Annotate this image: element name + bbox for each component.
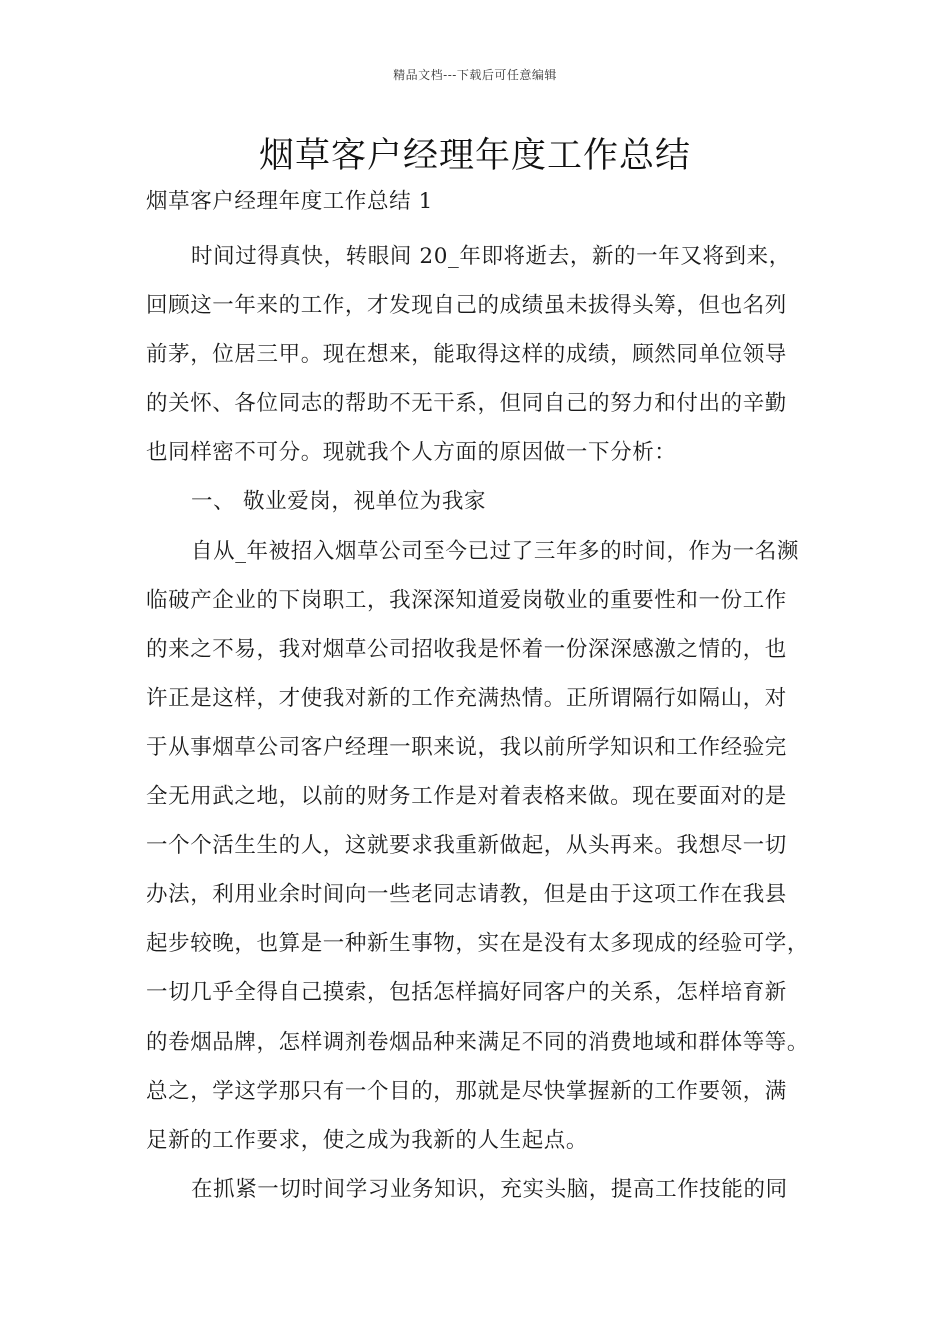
paragraph-line: 起步较晚，也算是一种新生事物，实在是没有太多现成的经验可学， <box>146 931 810 957</box>
paragraph-line: 一个个活生生的人，这就要求我重新做起，从头再来。我想尽一切 <box>146 833 787 859</box>
paragraph-3 <box>146 1170 826 1219</box>
document-body <box>146 182 826 1219</box>
paragraph-line: 在抓紧一切时间学习业务知识，充实头脑，提高工作技能的同 <box>191 1176 788 1202</box>
paragraph-line: 办法，利用业余时间向一些老同志请教，但是由于这项工作在我县 <box>146 882 787 908</box>
paragraph-line: 的卷烟品牌，怎样调剂卷烟品种来满足不同的消费地域和群体等等。 <box>146 1029 810 1055</box>
paragraph-line: 许正是这样，才使我对新的工作充满热情。正所谓隔行如隔山，对 <box>146 685 787 711</box>
paragraph-line: 自从_年被招入烟草公司至今已过了三年多的时间，作为一名濒 <box>191 538 800 564</box>
paragraph-line: 全无用武之地，以前的财务工作是对着表格来做。现在要面对的是 <box>146 784 787 810</box>
paragraph-line: 一切几乎全得自己摸索，包括怎样搞好同客户的关系，怎样培育新 <box>146 980 787 1006</box>
paragraph-1 <box>146 237 826 482</box>
paragraph-line: 足新的工作要求，使之成为我新的人生起点。 <box>146 1127 589 1153</box>
paragraph-line: 于从事烟草公司客户经理一职来说，我以前所学知识和工作经验完 <box>146 734 787 760</box>
paragraph-line: 临破产企业的下岗职工，我深深知道爱岗敬业的重要性和一份工作 <box>146 587 787 613</box>
document-subtitle: 烟草客户经理年度工作总结 1 <box>146 189 433 214</box>
section-heading-text: 敬业爱岗，视单位为我家 <box>243 489 487 515</box>
paragraph-line: 总之，学这学那只有一个目的，那就是尽快掌握新的工作要领，满 <box>146 1078 787 1104</box>
paragraph-2 <box>146 532 826 1170</box>
paragraph-line: 时间过得真快，转眼间 20_年即将逝去，新的一年又将到来， <box>191 244 791 269</box>
header-note: 精品文档---下载后可任意编辑 <box>393 68 557 82</box>
paragraph-line: 回顾这一年来的工作，才发现自己的成绩虽未拔得头筹，但也名列 <box>146 293 787 319</box>
paragraph-line: 的来之不易，我对烟草公司招收我是怀着一份深深感激之情的，也 <box>146 636 787 662</box>
paragraph-line: 也同样密不可分。现就我个人方面的原因做一下分析： <box>146 440 677 466</box>
section-number: 一、 <box>191 489 236 515</box>
paragraph-line: 前茅，位居三甲。现在想来，能取得这样的成绩，顾然同单位领导 <box>146 342 787 368</box>
paragraph-line: 的关怀、各位同志的帮助不无干系，但同自己的努力和付出的辛勤 <box>146 391 787 417</box>
section-heading-1 <box>146 482 826 531</box>
document-title: 烟草客户经理年度工作总结 <box>258 136 691 176</box>
